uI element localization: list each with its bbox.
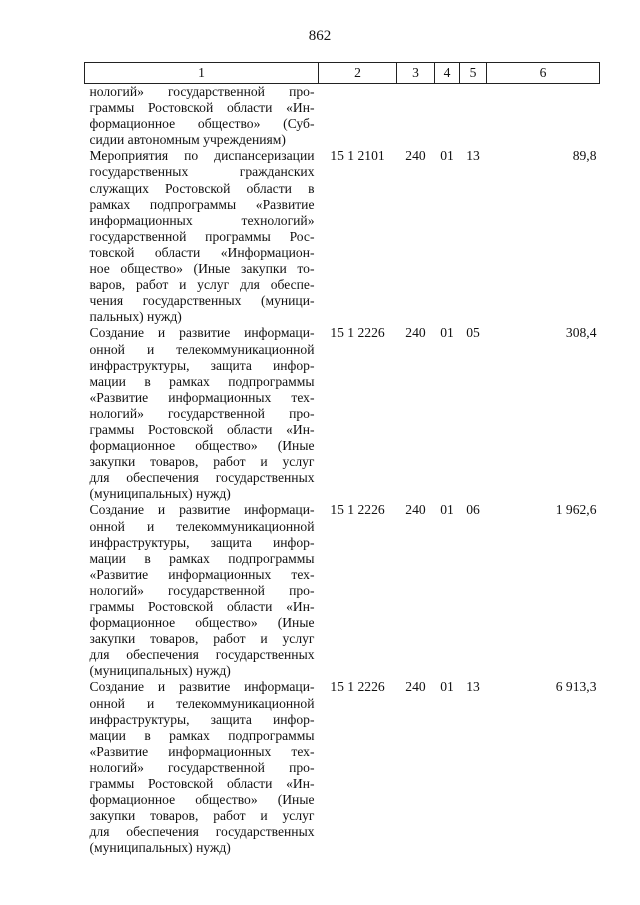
row-section: 01 [440,679,454,695]
row-description [85,148,319,325]
description-line: мации в рамках подпрограммы [89,727,315,743]
row-description [85,325,319,502]
description-line: нологий» государственной про- [89,84,315,99]
page-number: 862 [308,28,332,44]
description-line: закупки товаров, работ и услуг [89,631,315,647]
row-section: 01 [440,148,454,164]
row-expense-type: 240 [405,502,426,518]
table-row [85,502,600,679]
description-line: «Развитие информационных тех- [89,566,315,582]
description-line: чения государственных (муници- [89,293,315,309]
description-line: формационное общество» (Иные [89,615,315,631]
description-line: Создание и развитие информаци- [89,502,315,518]
description-line: онной и телекоммуникационной [89,341,315,357]
description-line: Мероприятия по диспансеризации [89,148,315,164]
description-line: нологий» государственной про- [89,405,315,421]
description-line: граммы Ростовской области «Ин- [89,100,315,116]
description-line: формационное общество» (Иные [89,792,315,808]
description-line: варов, работ и услуг для обеспе- [89,277,315,293]
description-line: граммы Ростовской области «Ин- [89,776,315,792]
description-line: онной и телекоммуникационной [89,518,315,534]
row-description [85,679,319,856]
row-expense-type: 240 [405,325,426,341]
row-target-code [319,84,397,149]
description-line: мации в рамках подпрограммы [89,373,315,389]
row-expense-type: 240 [405,679,426,695]
description-line: закупки товаров, работ и услуг [89,454,315,470]
table-row [85,148,600,325]
row-amount: 308,4 [565,325,597,341]
description-line: сидии автономным учреждениям) [89,132,286,148]
row-expense-type: 240 [405,148,426,164]
row-subsection: 06 [466,502,480,518]
description-line: закупки товаров, работ и услуг [89,808,315,824]
description-line: формационное общество» (Суб- [89,116,315,132]
description-line: нологий» государственной про- [89,759,315,775]
row-section: 01 [440,502,454,518]
header-col-1: 1 [85,63,319,84]
row-target-code: 15 1 2226 [330,679,385,695]
header-col-6: 6 [487,63,600,84]
description-line: информационных технологий» [89,212,315,228]
row-target-code: 15 1 2226 [330,502,385,518]
row-subsection [460,84,487,149]
description-line: инфраструктуры, защита инфор- [89,357,315,373]
description-line: (муниципальных) нужд) [89,486,231,502]
header-col-3: 3 [397,63,435,84]
row-subsection: 13 [466,148,480,164]
description-line: пальных) нужд) [89,309,182,325]
row-expense-type [397,84,435,149]
description-line: для обеспечения государственных [89,824,315,840]
row-amount: 89,8 [572,148,597,164]
description-line: государственной программы Рос- [89,228,315,244]
description-line: «Развитие информационных тех- [89,743,315,759]
row-description [85,502,319,679]
budget-table [84,62,600,857]
row-section: 01 [440,325,454,341]
table-header-row [85,63,600,84]
header-col-4: 4 [435,63,460,84]
description-line: «Развитие информационных тех- [89,389,315,405]
row-section [435,84,460,149]
description-line: формационное общество» (Иные [89,438,315,454]
description-line: рамках подпрограммы «Развитие [89,196,315,212]
header-col-2: 2 [319,63,397,84]
table-row [85,84,600,149]
description-line: граммы Ростовской области «Ин- [89,421,315,437]
description-line: нологий» государственной про- [89,582,315,598]
row-subsection: 13 [466,679,480,695]
description-line: (муниципальных) нужд) [89,840,231,856]
table-row [85,679,600,856]
description-line: онной и телекоммуникационной [89,695,315,711]
description-line: инфраструктуры, защита инфор- [89,711,315,727]
row-description [85,84,319,149]
description-line: Создание и развитие информаци- [89,679,315,695]
table-body [85,84,600,857]
row-amount [487,84,600,149]
description-line: для обеспечения государственных [89,647,315,663]
description-line: граммы Ростовской области «Ин- [89,599,315,614]
header-col-5: 5 [460,63,487,84]
row-amount: 6 913,3 [555,679,597,695]
row-target-code: 15 1 2226 [330,325,385,341]
description-line: служащих Ростовской области в [89,180,315,196]
description-line: (муниципальных) нужд) [89,663,231,679]
description-line: Создание и развитие информаци- [89,325,315,341]
description-line: для обеспечения государственных [89,470,315,486]
description-line: государственных гражданских [89,164,315,180]
row-target-code: 15 1 2101 [330,148,385,164]
table-row [85,325,600,502]
description-line: мации в рамках подпрограммы [89,550,315,566]
description-line: товской области «Информацион- [89,244,315,260]
row-amount: 1 962,6 [555,502,597,518]
description-line: ное общество» (Иные закупки то- [89,261,315,277]
row-subsection: 05 [466,325,480,341]
description-line: инфраструктуры, защита инфор- [89,534,315,550]
